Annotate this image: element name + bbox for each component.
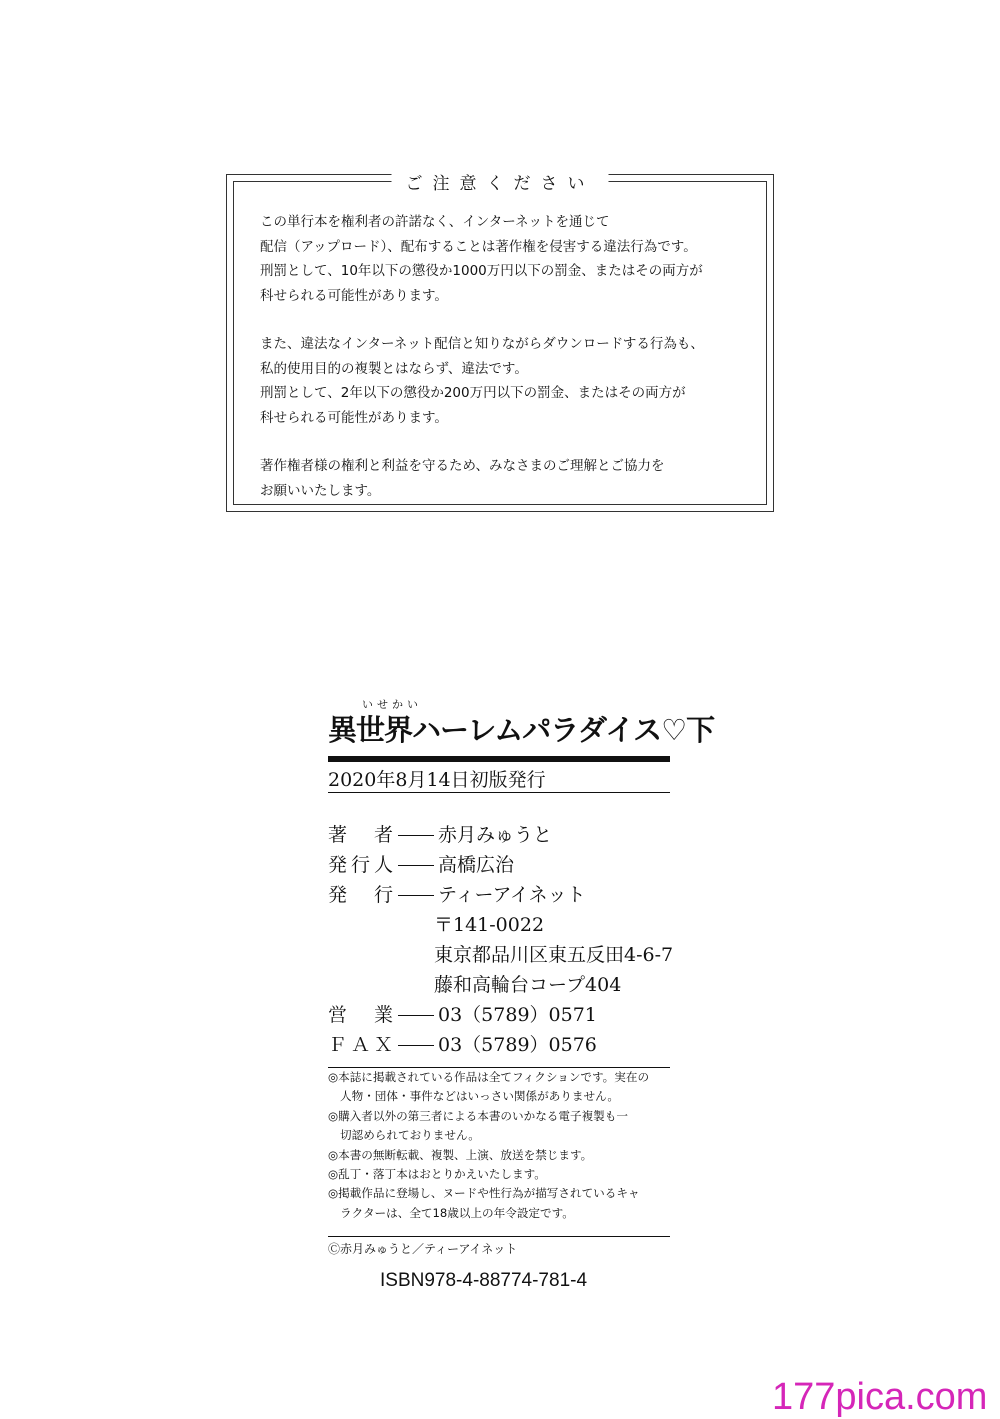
row-label: 発 行 [328,884,398,906]
title-ruby: いせかい [362,698,422,711]
note-line: ◎購入者以外の第三者による本書のいかなる電子複製も一 [328,1108,628,1123]
note-line: ◎掲載作品に登場し、ヌードや性行為が描写されているキャ [328,1186,640,1201]
leader-dash [398,1000,434,1016]
notice-line: 著作権者様の権利と利益を守るため、みなさまのご理解とご協力を [260,458,665,474]
row-value: 〒141-0022 [434,914,545,936]
leader-dash [398,850,434,866]
row-value: 藤和高輪台コープ404 [434,974,622,996]
note-line: ◎乱丁・落丁本はおとりかえいたします。 [328,1167,546,1182]
row-label: 発行人 [328,854,398,876]
row-label: ＦＡＸ [328,1034,398,1056]
row-value: 03（5789）0576 [438,1034,597,1056]
row-label: 著 者 [328,824,398,846]
row-value: ティーアイネット [438,884,586,906]
fax-row [328,1030,673,1060]
address-row [328,940,673,970]
notice-title: ご注意ください [392,169,609,194]
notice-line: 刑罰として、2年以下の懲役か200万円以下の罰金、またはその両方が [260,385,686,401]
notice-paragraph [260,454,760,503]
note-line: 人物・団体・事件などはいっさい関係がありません。 [340,1089,619,1104]
notice-paragraph [260,210,760,308]
notice-line: お願いいたします。 [260,482,381,499]
notice-line: また、違法なインターネット配信と知りながらダウンロードする行為も、 [260,336,704,352]
notice-line: 私的使用目的の複製とはならず、違法です。 [260,360,528,377]
watermark-text: 177pica.com [772,1376,988,1418]
publisher-person-row [328,850,673,880]
note-line: ◎本誌に掲載されている作品は全てフィクションです。実在の [328,1070,650,1084]
divider [328,792,670,793]
publication-date: 2020年8月14日初版発行 [328,769,546,791]
row-value: 東京都品川区東五反田4-6-7 [434,944,674,966]
note-line: ラクターは、全て18歳以上の年令設定です。 [340,1205,574,1220]
isbn: ISBN978-4-88774-781-4 [380,1270,588,1291]
note-line: 切認められておりません。 [340,1128,480,1143]
author-row [328,820,673,850]
postal-code-row [328,910,673,940]
notice-paragraph [260,332,760,430]
row-value: 赤月みゅうと [438,824,553,846]
leader-dash [398,1030,434,1046]
colophon-info [328,820,673,1060]
copyright-line: Ⓒ赤月みゅうと／ティーアイネット [328,1242,518,1256]
notice-body [260,210,760,527]
notice-line: 科せられる可能性があります。 [260,409,448,426]
title-rule [328,756,670,762]
leader-dash [398,820,434,836]
book-title: 異世界ハーレムパラダイス♡下 [328,713,715,747]
row-value: 03（5789）0571 [438,1004,597,1026]
row-label: 営 業 [328,1004,398,1026]
row-value: 高橋広治 [438,854,515,876]
note-line: ◎本書の無断転載、複製、上演、放送を禁じます。 [328,1147,593,1162]
divider [328,1236,670,1237]
notice-inner-frame [233,174,767,505]
publisher-row [328,880,673,910]
notice-line: 配信（アップロード）、配布することは著作権を侵害する違法行為です。 [260,238,697,255]
legal-notes [328,1068,688,1223]
notice-line: 科せられる可能性があります。 [260,287,448,304]
notice-box [226,174,774,512]
notice-line: この単行本を権利者の許諾なく、インターネットを通じて [260,214,610,230]
notice-line: 刑罰として、10年以下の懲役か1000万円以下の罰金、またはその両方が [260,263,703,279]
building-row [328,970,673,1000]
sales-phone-row [328,1000,673,1030]
leader-dash [398,880,434,896]
